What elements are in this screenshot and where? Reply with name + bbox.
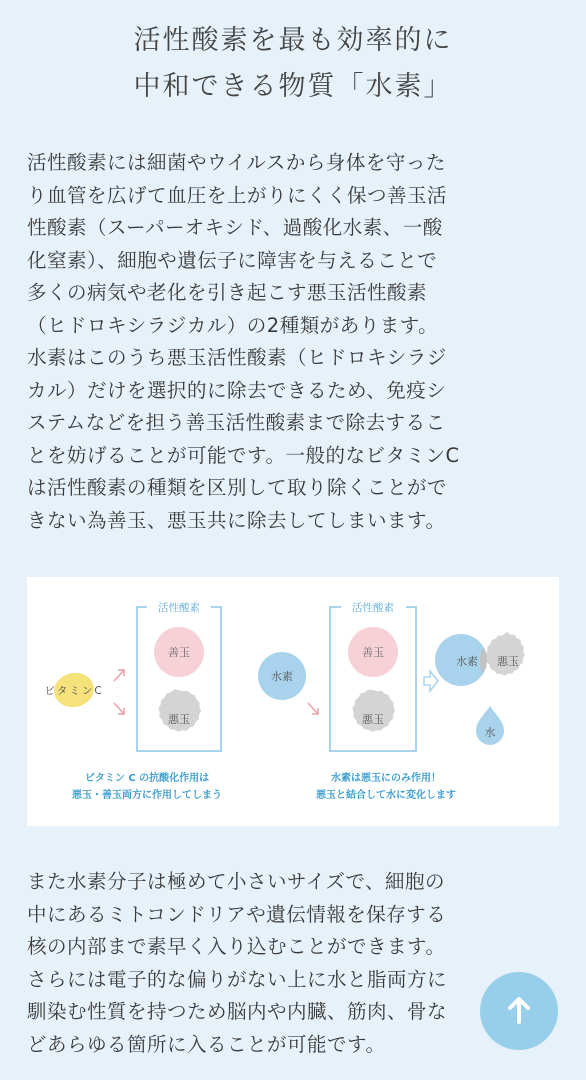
right-caption-line-2: 悪玉と結合して水に変化します xyxy=(316,790,456,801)
paragraph-line: どあらゆる箇所に入ることが可能です。 xyxy=(27,1032,386,1056)
right-caption-line-1: 水素は悪玉にのみ作用！ xyxy=(331,773,441,784)
paragraph-line: 中にあるミトコンドリアや遺伝情報を保存する xyxy=(27,902,447,926)
vitamin-c-label: ビタミンC xyxy=(44,685,104,697)
combined-bad-oxygen xyxy=(486,632,525,676)
paragraph-line: 多くの病気や老化を引き起こす悪玉活性酸素 xyxy=(27,281,428,304)
paragraph-line: とを妨げることが可能です。一般的なビタミンC xyxy=(27,443,460,467)
paragraph-line: また水素分子は極めて小さいサイズで、細胞の xyxy=(27,870,446,893)
paragraph-line: 馴染む性質を持つため脳内や内臓、筋肉、骨な xyxy=(27,1000,448,1023)
paragraph-line: きない為善玉、悪玉共に除去してしまいます。 xyxy=(27,508,446,532)
paragraph-line: り血管を広げて血圧を上がりにくく保つ善玉活 xyxy=(27,183,448,207)
paragraph-line: カル）だけを選択的に除去できるため、免疫シ xyxy=(27,378,447,402)
water-label: 水 xyxy=(484,726,496,739)
scroll-to-top-button[interactable] xyxy=(480,972,558,1050)
left-bad-label: 悪玉 xyxy=(168,713,190,726)
hydrogen-label: 水素 xyxy=(271,670,293,683)
right-good-label: 善玉 xyxy=(362,646,384,659)
heading-line-2: 中和できる物質「水素」 xyxy=(133,71,453,102)
combined-bad-label: 悪玉 xyxy=(497,655,519,668)
paragraph-line: ステムなどを担う善玉活性酸素まで除去するこ xyxy=(27,411,446,434)
paragraph-line: 性酸素（スーパーオキシド、過酸化水素、一酸 xyxy=(27,216,443,239)
paragraph-line: 化窒素）、細胞や遺伝子に障害を与えることで xyxy=(27,248,438,272)
paragraph-line: （ヒドロキシラジカル）の2種類があります。 xyxy=(27,313,439,337)
intro-paragraph xyxy=(27,147,567,537)
paragraph-line: 核の内部まで素早く入り込むことができます。 xyxy=(27,935,446,958)
section-heading xyxy=(0,18,586,110)
paragraph-line: さらには電子的な偏りがない上に水と脂両方に xyxy=(27,967,448,991)
left-good-label: 善玉 xyxy=(168,646,190,659)
arrow-up-right-icon xyxy=(114,670,124,681)
combined-hydrogen-label: 水素 xyxy=(456,655,478,668)
arrow-up-icon xyxy=(504,994,534,1028)
right-bracket-title: 活性酸素 xyxy=(352,602,394,614)
left-caption-line-1: ビタミン C の抗酸化作用は xyxy=(84,773,210,784)
antioxidant-comparison-figure xyxy=(27,577,559,826)
hollow-arrow-right-icon xyxy=(424,671,438,691)
left-bracket-title: 活性酸素 xyxy=(158,602,200,614)
paragraph-line: 活性酸素には細菌やウイルスから身体を守った xyxy=(27,151,446,174)
arrow-down-right-icon xyxy=(308,703,318,714)
arrow-down-right-icon xyxy=(114,703,124,714)
paragraph-line: 水素はこのうち悪玉活性酸素（ヒドロキシラジ xyxy=(27,346,447,369)
vitamin-c-panel xyxy=(44,601,222,801)
paragraph-line: は活性酸素の種類を区別して取り除くことがで xyxy=(27,476,448,499)
heading-line-1: 活性酸素を最も効率的に xyxy=(133,25,453,56)
right-bad-label: 悪玉 xyxy=(362,713,384,726)
hydrogen-panel xyxy=(258,601,525,801)
left-caption-line-2: 悪玉・善玉両方に作用してしまう xyxy=(72,790,222,801)
